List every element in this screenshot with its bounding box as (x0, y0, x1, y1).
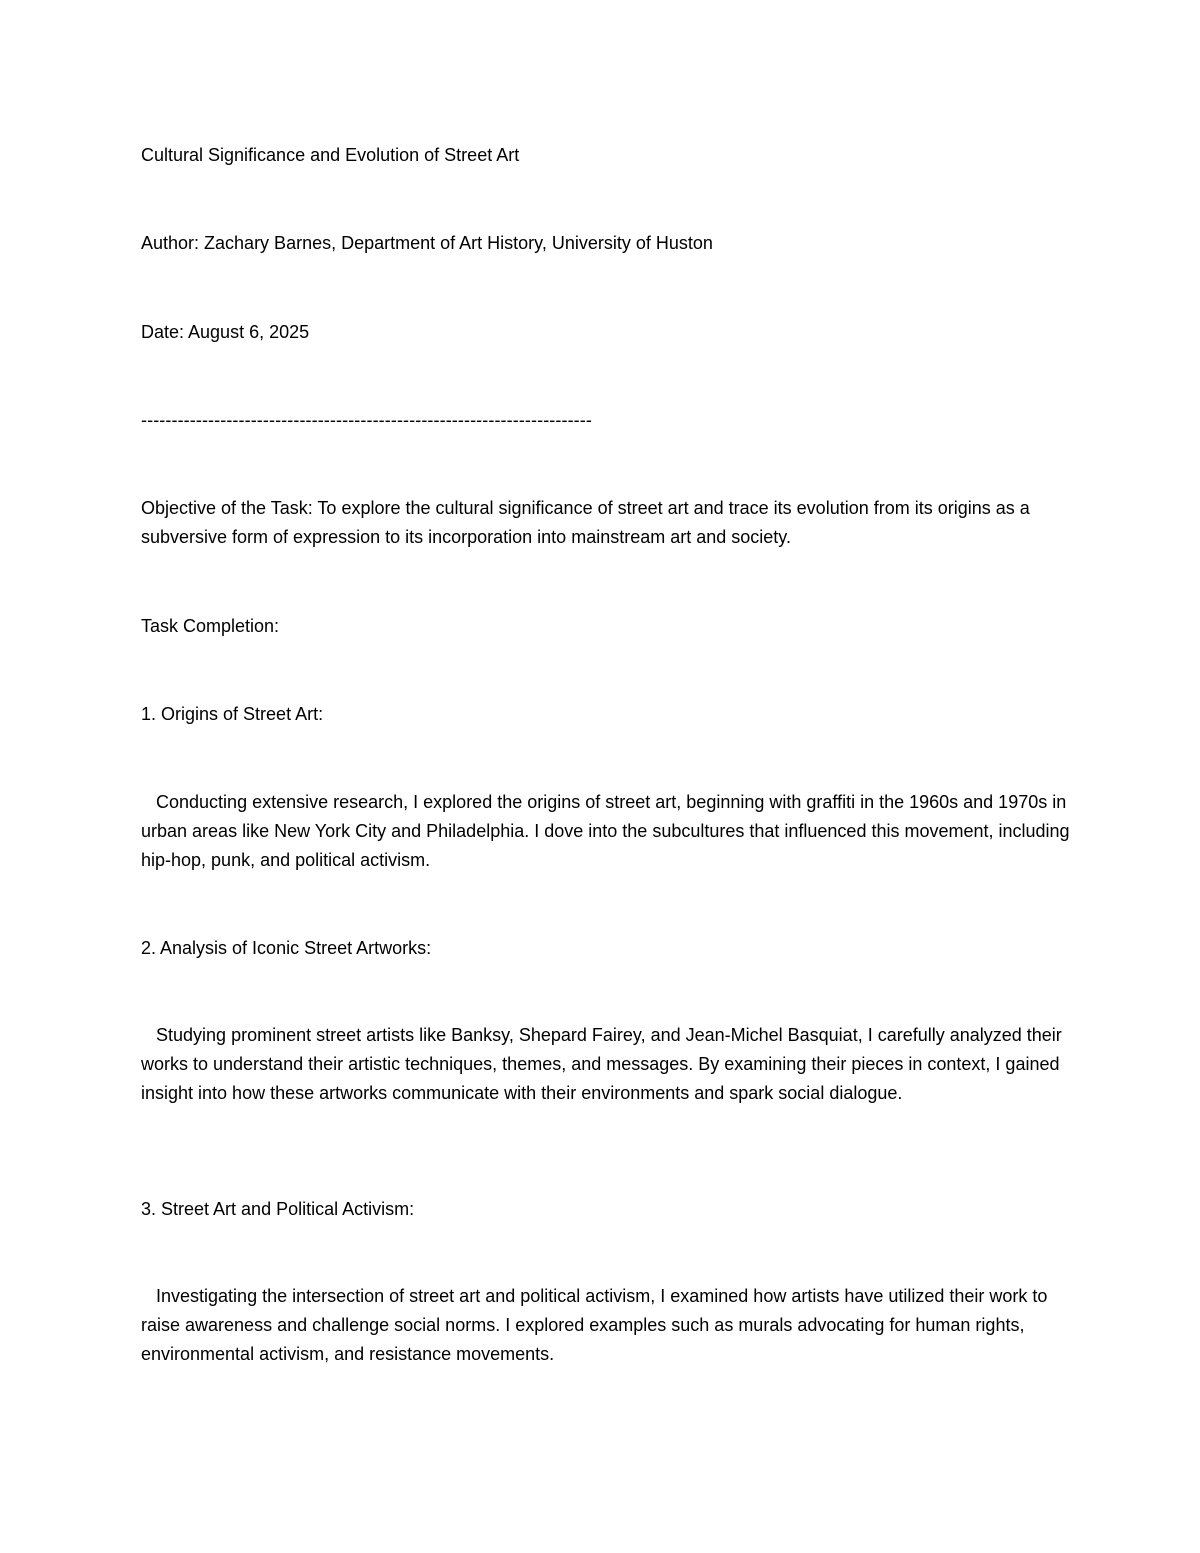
section-heading: 1. Origins of Street Art: (141, 704, 324, 724)
section-heading: 3. Street Art and Political Activism: (141, 1199, 415, 1219)
section-body: Conducting extensive research, I explored the origins of street art, beginning with graffiti in the 1960s and 1970s in urban areas like New York City and Philadelphia. I dove into the subcultures that influenced this movement, including hip-hop, punk, and political activism. (141, 792, 1075, 870)
section-heading: 2. Analysis of Iconic Street Artworks: (141, 938, 432, 958)
author-line: Author: Zachary Barnes, Department of Art History, University of Huston (141, 233, 713, 253)
date-line: Date: August 6, 2025 (141, 322, 310, 342)
task-completion-label: Task Completion: (141, 616, 280, 636)
section-body: Studying prominent street artists like Banksy, Shepard Fairey, and Jean-Michel Basquiat, I carefully analyzed their works to understand their artistic techniques, themes, and messages. By examining their pieces in context, I gained insight into how these artworks communicate with their environments and spark social dialogue. (141, 1025, 1067, 1103)
separator-line: -------------------------------------------------------------------------- (141, 410, 592, 430)
objective-paragraph: Objective of the Task: To explore the cultural significance of street art and trace its evolution from its origins as a subversive form of expression to its incorporation into mainstream art and society. (141, 498, 1035, 547)
document-title: Cultural Significance and Evolution of Street Art (141, 145, 520, 165)
section-body: Investigating the intersection of street art and political activism, I examined how artists have utilized their work to raise awareness and challenge social norms. I explored examples such as murals advocating for human rights, environmental activism, and resistance movements. (141, 1286, 1053, 1364)
